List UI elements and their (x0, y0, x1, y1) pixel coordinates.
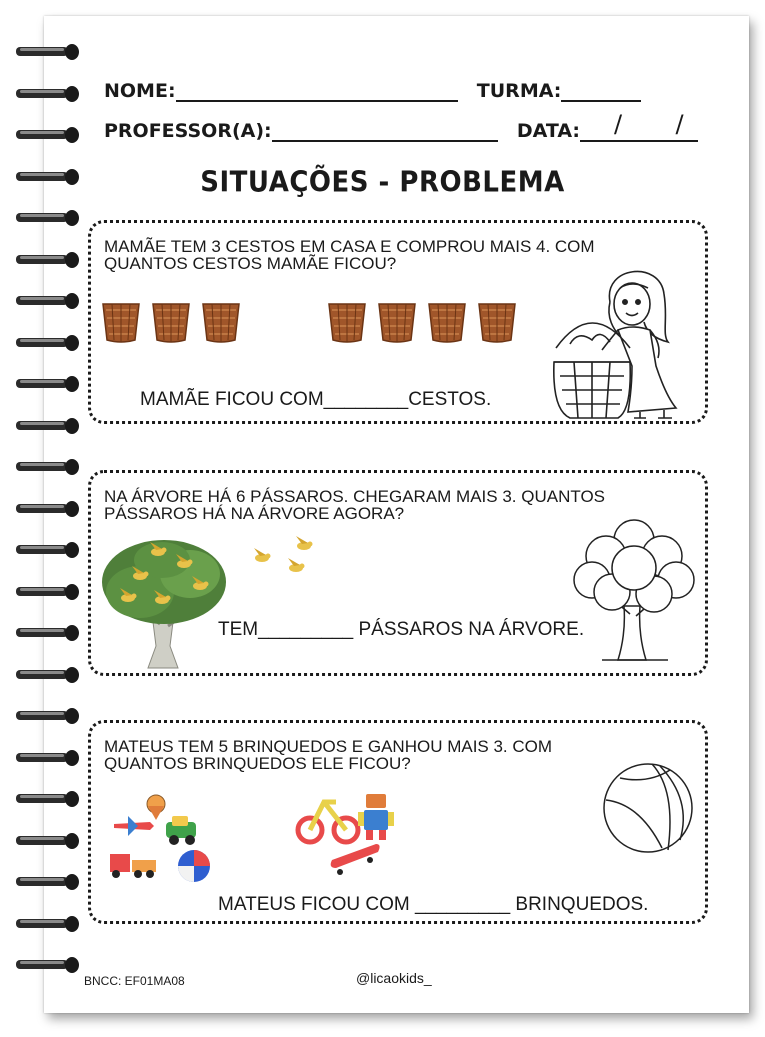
binding-ring (14, 829, 86, 853)
binding-ring (14, 746, 86, 770)
binding-ring (14, 580, 86, 604)
problem-1-question (104, 238, 595, 272)
page-title: SITUAÇÕES - PROBLEMA (200, 166, 565, 200)
mother-with-basket-illustration (548, 258, 698, 424)
nome-blank[interactable] (176, 82, 458, 102)
professor-blank[interactable] (272, 122, 498, 142)
binding-ring (14, 82, 86, 106)
date-slashes: / / (614, 110, 684, 138)
binding-ring (14, 455, 86, 479)
binding-ring (14, 40, 86, 64)
spinning-top-icon (147, 795, 165, 820)
binding-ring (14, 704, 86, 728)
problem-2-question (104, 488, 605, 522)
turma-blank[interactable] (561, 82, 641, 102)
bicycle-icon (298, 802, 358, 842)
bird-icon (254, 548, 271, 562)
binding-ring (14, 248, 86, 272)
problem-1-question-line1: MAMÃE TEM 3 CESTOS EM CASA E COMPROU MAIS 4. COM (104, 237, 595, 256)
name-row (104, 80, 641, 102)
binding-ring (14, 787, 86, 811)
professor-row (104, 110, 698, 142)
binding-ring (14, 372, 86, 396)
binding-ring (14, 538, 86, 562)
binding-ring (14, 414, 86, 438)
problem-2-answer: TEM_________ PÁSSAROS NA ÁRVORE. (218, 619, 585, 640)
basket-icon (200, 300, 242, 342)
problem-3-question-line2: QUANTOS BRINQUEDOS ELE FICOU? (104, 754, 411, 773)
data-label: DATA: (516, 120, 581, 142)
problem-3-question-line1: MATEUS TEM 5 BRINQUEDOS E GANHOU MAIS 3. COM (104, 737, 553, 756)
toy-train-icon (110, 854, 156, 878)
turma-label: TURMA: (476, 80, 562, 102)
basket-icon (476, 300, 518, 342)
nome-label: NOME: (104, 80, 176, 102)
basket-icon (426, 300, 468, 342)
skateboard-icon (331, 844, 380, 875)
bird-icon (296, 536, 313, 550)
binding-ring (14, 953, 86, 977)
basket-icon (150, 300, 192, 342)
basket-icon (376, 300, 418, 342)
beach-ball-outline-illustration (600, 760, 696, 856)
bncc-code: BNCC: EF01MA08 (84, 974, 185, 988)
problem-1-answer: MAMÃE FICOU COM________CESTOS. (140, 389, 492, 410)
professor-label: PROFESSOR(A): (104, 120, 272, 142)
airplane-icon (114, 816, 154, 836)
author-handle: @licaokids_ (356, 970, 432, 986)
binding-ring (14, 289, 86, 313)
binding-ring (14, 621, 86, 645)
binding-ring (14, 912, 86, 936)
tree-with-birds-illustration (100, 534, 232, 672)
bird-icon (288, 558, 305, 572)
problem-3-question (104, 738, 552, 772)
binding-ring (14, 497, 86, 521)
toys-group-three (296, 792, 406, 876)
binding-ring (14, 870, 86, 894)
basket-icon (326, 300, 368, 342)
problem-2-question-line1: NA ÁRVORE HÁ 6 PÁSSAROS. CHEGARAM MAIS 3. QUANTOS (104, 487, 606, 506)
beach-ball-icon (178, 850, 210, 882)
binding-ring (14, 663, 86, 687)
toy-car-icon (166, 816, 196, 845)
arriving-birds (248, 536, 328, 580)
binding-ring (14, 206, 86, 230)
toys-group-five (108, 792, 216, 884)
tree-outline-illustration (572, 514, 698, 664)
binding-ring (14, 123, 86, 147)
problem-1-question-line2: QUANTOS CESTOS MAMÃE FICOU? (104, 254, 397, 273)
basket-icon (100, 300, 142, 342)
problem-3-answer: MATEUS FICOU COM _________ BRINQUEDOS. (218, 894, 649, 915)
binding-ring (14, 331, 86, 355)
robot-icon (358, 794, 394, 840)
problem-2-question-line2: PÁSSAROS HÁ NA ÁRVORE AGORA? (104, 504, 405, 523)
data-blank[interactable] (580, 110, 698, 142)
